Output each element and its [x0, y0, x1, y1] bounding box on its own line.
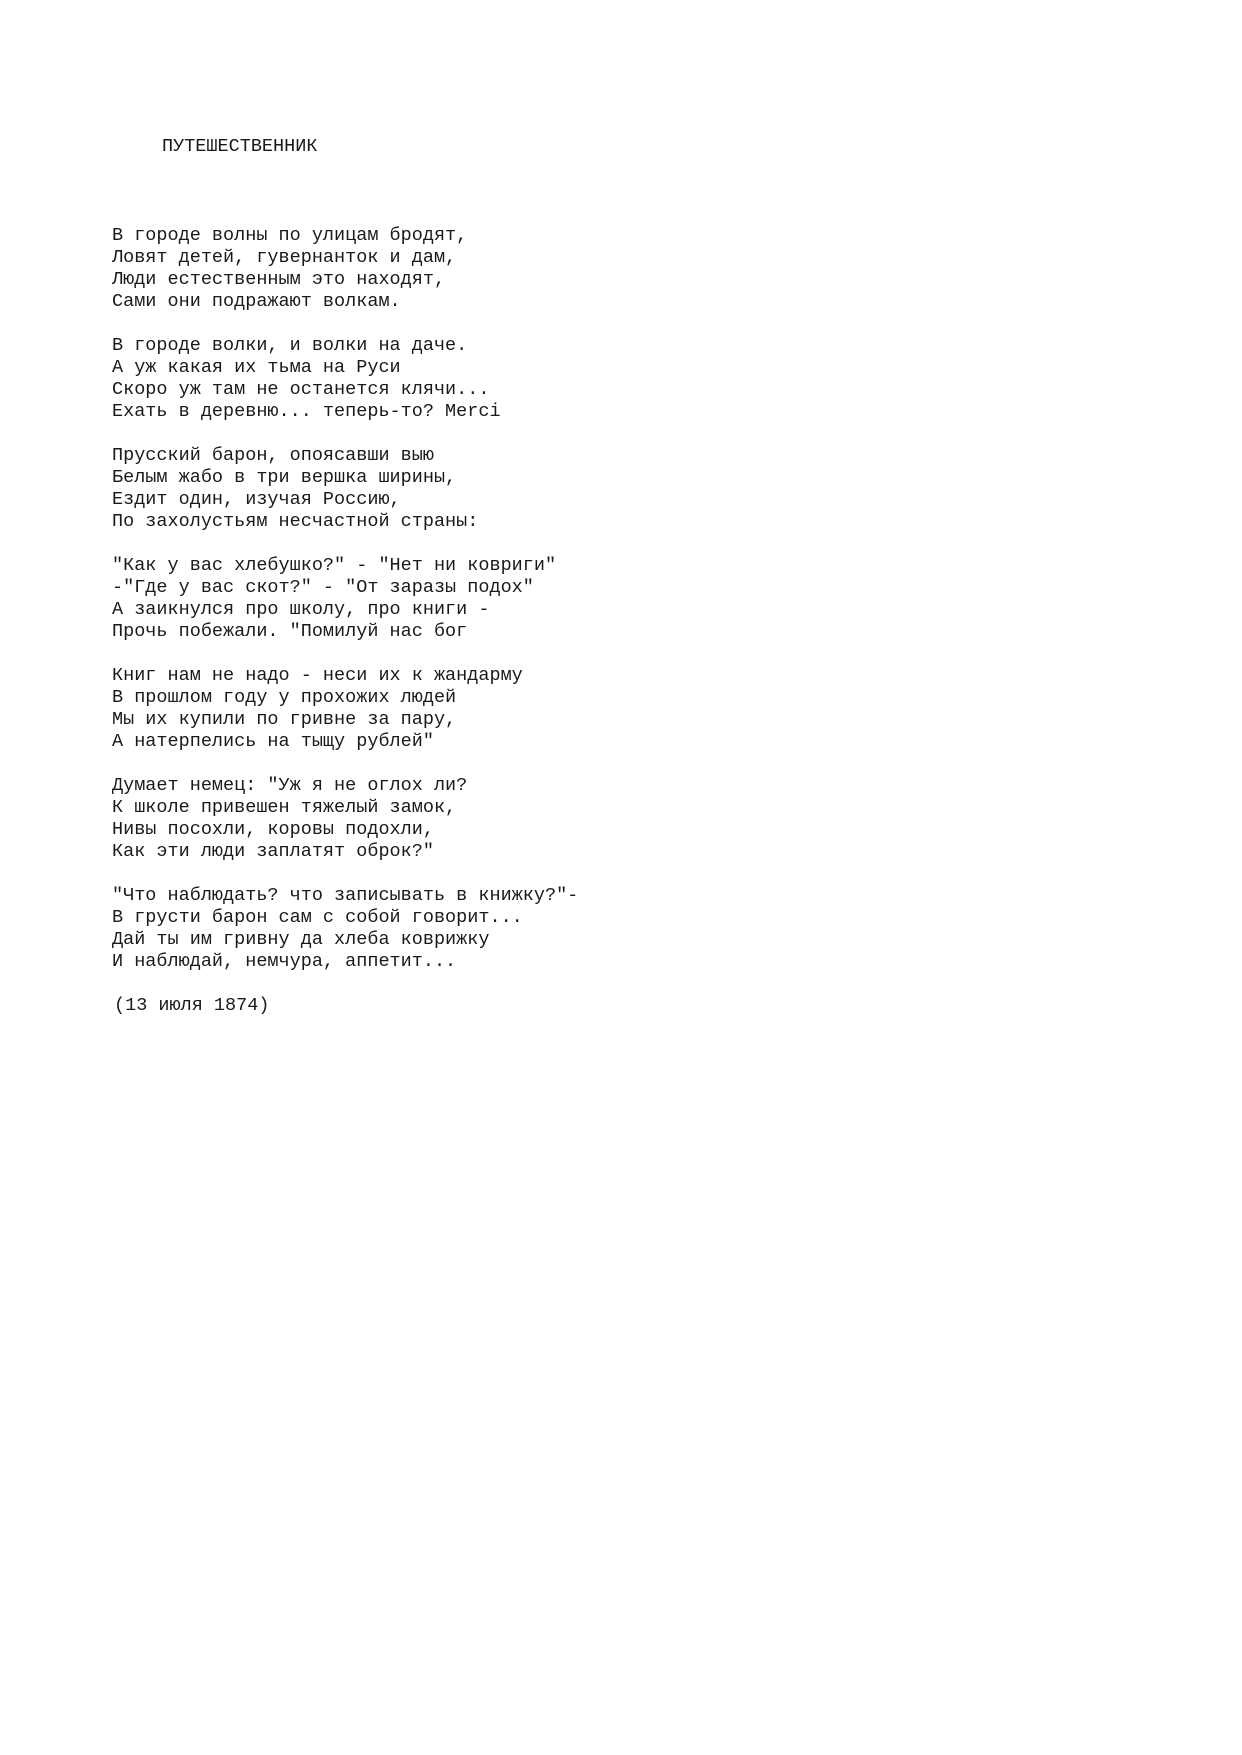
- poem-line: Дай ты им гривну да хлеба коврижку: [112, 929, 490, 950]
- poem-line: "Что наблюдать? что записывать в книжку?"-: [112, 885, 579, 906]
- poem-line: Книг нам не надо - неси их к жандарму: [112, 665, 523, 686]
- poem-line: Ездит один, изучая Россию,: [112, 489, 401, 510]
- poem-line: В прошлом году у прохожих людей: [112, 687, 457, 708]
- poem-line: Прусский барон, опоясавши выю: [112, 445, 434, 466]
- stanza: [112, 335, 1162, 423]
- poem-line: Ехать в деревню... теперь-то? Merci: [112, 401, 501, 422]
- poem-line: Белым жабо в три вершка ширины,: [112, 467, 457, 488]
- poem-line: В городе волны по улицам бродят,: [112, 225, 468, 246]
- poem-date: (13 июля 1874): [114, 995, 270, 1016]
- poem-line: К школе привешен тяжелый замок,: [112, 797, 457, 818]
- poem-line: Прочь побежали. "Помилуй нас бог: [112, 621, 468, 642]
- poem-line: А натерпелись на тыщу рублей": [112, 731, 434, 752]
- poem-line: Как эти люди заплатят оброк?": [112, 841, 434, 862]
- poem-line: Нивы посохли, коровы подохли,: [112, 819, 434, 840]
- poem-line: Думает немец: "Уж я не оглох ли?: [112, 775, 468, 796]
- poem-title: ПУТЕШЕСТВЕННИК: [162, 136, 318, 157]
- poem-line: По захолустьям несчастной страны:: [112, 511, 479, 532]
- poem-line: Люди естественным это находят,: [112, 269, 446, 290]
- stanza: [112, 665, 1162, 753]
- poem-line: "Как у вас хлебушко?" - "Нет ни ковриги": [112, 555, 557, 576]
- stanza: [112, 225, 1162, 313]
- poem-line: А заикнулся про школу, про книги -: [112, 599, 490, 620]
- poem-line: Мы их купили по гривне за пару,: [112, 709, 457, 730]
- poem-line: И наблюдай, немчура, аппетит...: [112, 951, 457, 972]
- stanza: [112, 885, 1162, 973]
- poem-line: В городе волки, и волки на даче.: [112, 335, 468, 356]
- poem-line: -"Где у вас скот?" - "От заразы подох": [112, 577, 534, 598]
- stanza: [112, 555, 1162, 643]
- poem-line: А уж какая их тьма на Руси: [112, 357, 401, 378]
- stanza: [112, 445, 1162, 533]
- poem-line: Скоро уж там не останется клячи...: [112, 379, 490, 400]
- poem-body: [112, 225, 1162, 1017]
- poem-line: В грусти барон сам с собой говорит...: [112, 907, 523, 928]
- poem-line: Сами они подражают волкам.: [112, 291, 401, 312]
- stanza: [112, 775, 1162, 863]
- poem-line: Ловят детей, гувернанток и дам,: [112, 247, 457, 268]
